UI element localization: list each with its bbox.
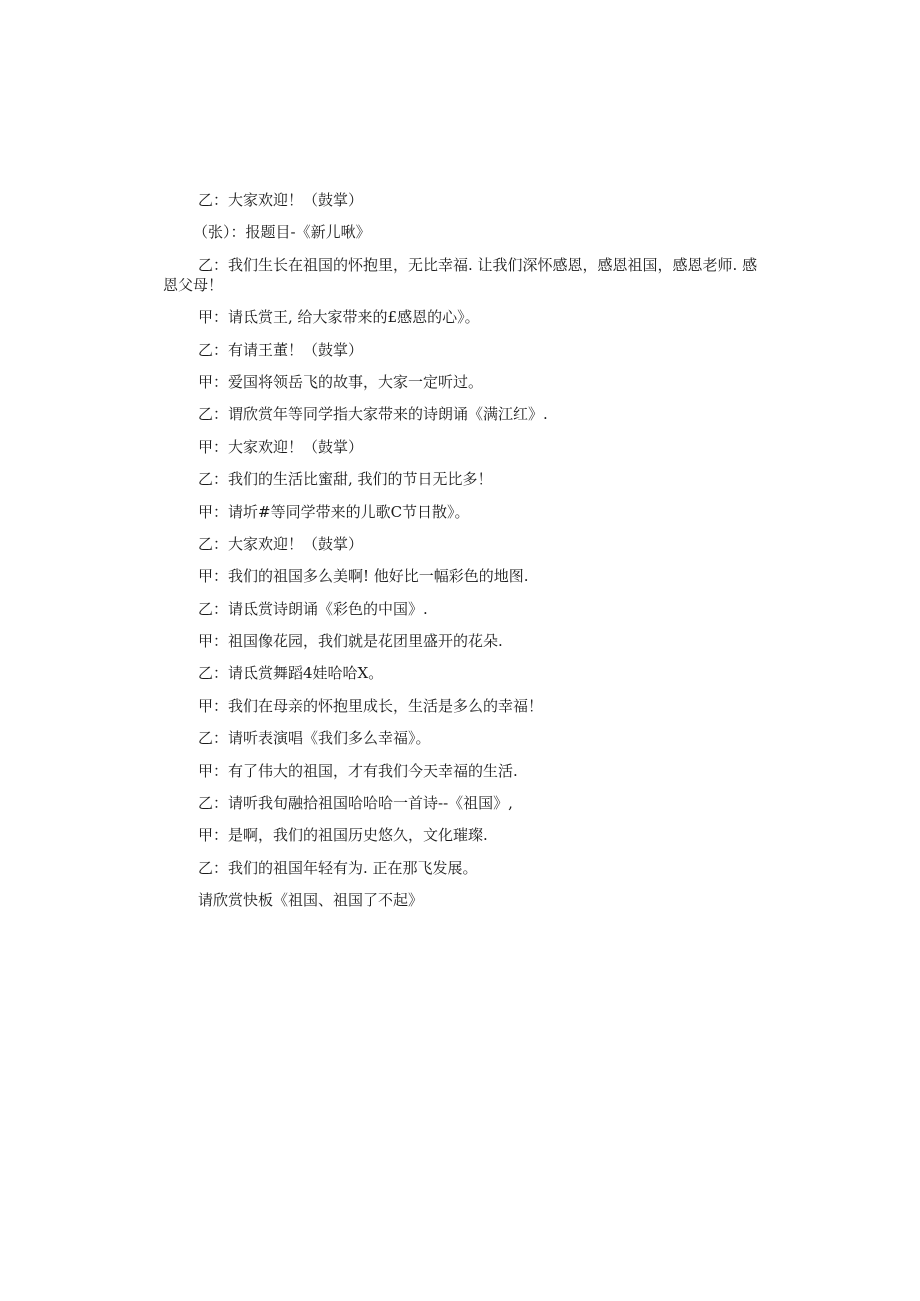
script-line: 请欣赏快板《祖国、祖国了不起》 [198, 891, 424, 910]
script-line: 甲：我们的祖国多么美啊! 他好比一幅彩色的地图. [198, 567, 529, 586]
script-line: 甲：请氐赏王, 给大家带来的£感恩的心》。 [198, 308, 480, 327]
script-line: 乙：我们的祖国年轻有为. 正在那飞发展。 [198, 858, 478, 877]
script-line: 甲：祖国像花园，我们就是花团里盛开的花朵. [198, 632, 503, 651]
script-line: 甲：是啊，我们的祖国历史悠久，文化璀璨. [198, 826, 488, 845]
script-line: 乙：我们生长在祖国的怀抱里，无比幸福. 让我们深怀感恩，感恩祖国，感恩老师. 感恩父母！ [163, 255, 758, 294]
script-line: 甲：爱国将领岳飞的故事，大家一定听过。 [198, 372, 484, 391]
script-line: 乙：我们的生活比蜜甜, 我们的节日无比多！ [198, 470, 493, 489]
script-line: 甲：大家欢迎！（鼓掌） [198, 437, 364, 456]
script-line: 乙：请氐赏诗朗诵《彩色的中国》. [198, 599, 428, 618]
script-line: 乙：请氐赏舞蹈4娃哈哈X。 [198, 664, 384, 683]
script-line: 乙：大家欢迎！（鼓掌） [198, 534, 364, 553]
script-line: 乙：大家欢迎！（鼓掌） [198, 191, 364, 209]
script-line: 乙：谓欣赏年等同学指大家带来的诗朗诵《满江红》. [198, 405, 548, 424]
script-line: 甲：有了伟大的祖国，才有我们今天幸福的生活. [198, 761, 518, 780]
script-line: 乙：请听我旬融拾祖国哈哈哈一首诗--《祖国》, [198, 794, 513, 813]
script-line: （张）：报题目-《新儿啾》 [193, 223, 371, 242]
program-script [163, 190, 763, 923]
script-line: 乙：请听表演唱《我们多么幸福》。 [198, 729, 431, 748]
script-line: 甲：我们在母亲的怀抱里成长，生活是多么的幸福！ [198, 696, 544, 715]
script-line: 甲：请圻#等同学带来的儿歌C节日散》。 [198, 502, 470, 521]
script-line: 乙：有请王董！（鼓掌） [198, 340, 364, 359]
